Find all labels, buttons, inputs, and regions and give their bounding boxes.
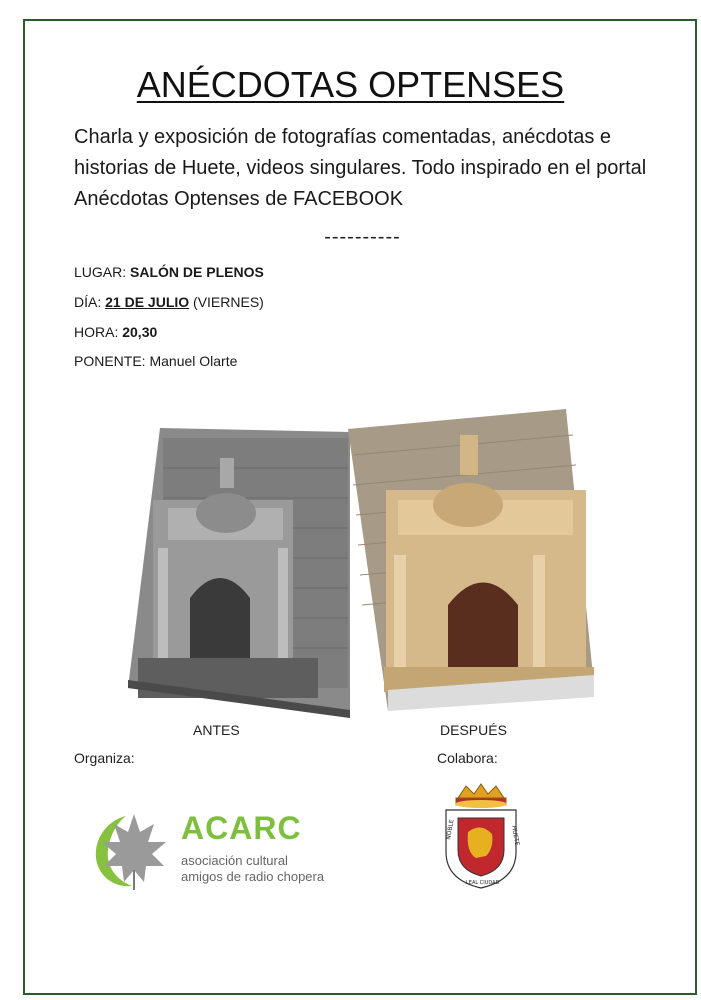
acarc-line2: amigos de radio chopera	[181, 869, 325, 884]
info-ponente: PONENTE: Manuel Olarte	[74, 353, 238, 369]
acarc-name: ACARC	[181, 810, 302, 846]
acarc-line1: asociación cultural	[181, 853, 288, 868]
svg-text:LEAL CIUDAD: LEAL CIUDAD	[466, 880, 500, 886]
svg-text:HUETE: HUETE	[510, 825, 521, 847]
organiza-label: Organiza:	[74, 750, 135, 766]
info-lugar: LUGAR: SALÓN DE PLENOS	[74, 264, 264, 280]
separator: ----------	[324, 226, 401, 248]
acarc-leaf-icon	[88, 810, 173, 892]
info-hora: HORA: 20,30	[74, 324, 158, 340]
caption-antes: ANTES	[193, 722, 240, 738]
info-dia: DÍA: 21 DE JULIO (VIERNES)	[74, 294, 264, 310]
crest-motto: NOBLE Y LEAL CIUDAD DE HUETE	[436, 782, 453, 783]
page-title: ANÉCDOTAS OPTENSES	[136, 64, 565, 105]
svg-text:NOBLE: NOBLE	[445, 818, 456, 841]
caption-despues: DESPUÉS	[440, 722, 507, 738]
colabora-label: Colabora:	[437, 750, 498, 766]
dia-value: 21 DE JULIO	[105, 294, 190, 310]
intro-paragraph: Charla y exposición de fotografías comentadas, anécdotas e historias de Huete, videos singulares. Todo inspirado en el portal Anécdotas Optenses de FACEBOOK	[74, 126, 647, 210]
huete-crest	[436, 782, 526, 892]
lugar-value: SALÓN DE PLENOS	[130, 264, 264, 280]
photo-antes	[128, 418, 353, 718]
photo-despues	[348, 405, 598, 717]
hora-value: 20,30	[122, 324, 158, 340]
